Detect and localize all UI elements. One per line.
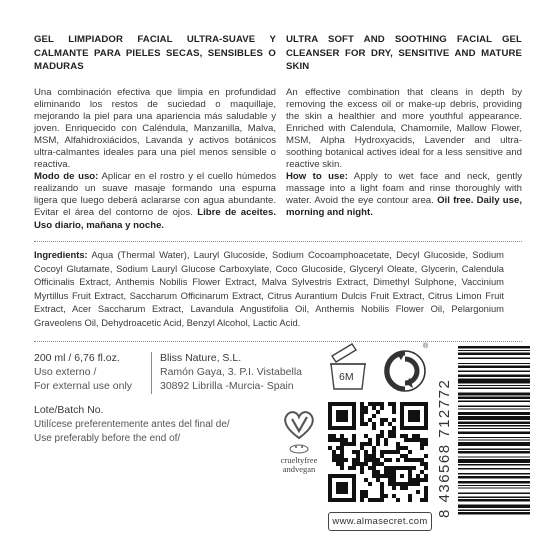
ingredients-label: Ingredients: (34, 249, 88, 260)
recycle-icon (383, 345, 431, 393)
best-before-spanish: Utilícese preferentemente antes del final de/ (34, 419, 230, 430)
english-usage-label: How to use: (286, 171, 348, 183)
cruelty-free-text-2: andvegan (282, 464, 316, 474)
company-address-1: Ramón Gaya, 3. P.I. Vistabella (160, 366, 303, 378)
english-column (286, 33, 522, 220)
cruelty-free-logo (277, 404, 321, 494)
registered-mark: ® (423, 343, 429, 350)
use-english: For external use only (34, 380, 133, 392)
spanish-usage (34, 171, 276, 231)
website-label: www.almasecret.com (328, 512, 432, 531)
spanish-column (34, 33, 276, 232)
spanish-title: GEL LIMPIADOR FACIAL ULTRA-SUAVE Y CALMANTE PARA PIELES SECAS, SENSIBLES O MADURAS (34, 34, 276, 72)
cruelty-free-text-1: crueltyfree (280, 455, 318, 465)
pao-jar-icon (326, 342, 370, 392)
english-claims: Oil free. Daily use, morning and night. (286, 195, 522, 219)
spanish-usage-label: Modo de uso: (34, 171, 99, 183)
batch-label: Lote/Batch No. (34, 404, 104, 416)
company-address-2: 30892 Librilla -Murcia- Spain (160, 380, 294, 392)
pao-label: 6M (339, 371, 354, 383)
best-before-english: Use preferably before the end of/ (34, 433, 181, 444)
barcode (458, 346, 530, 516)
ingredients-text: Aqua (Thermal Water), Lauryl Glucoside, Sodium Cocoamphoacetate, Decyl Glucoside, Sodium Cocoyl Glutamate, Sodium Lauryl Glucose Carboxylate, Coco Glucoside, Glyceryl Oleate, Glycerin, Calendula Officinalis Extract, Anthemis Nobilis Flower Extract, Malva Sylvestris Extract, Dimethyl Sulphone, Vaccinium Myrtillus Fruit Extract, Saccharum Officinarum Extract, Citrus Aurantium Dulcis Fruit Extract, Citrus Limon Fruit Extract, Acer Saccharum Extract, Lavandula Angustifolia Oil, Anthemis Nobilis Flower Oil, Pelargonium Graveolens Oil, Dehydroacetic Acid, Benzyl Alcohol, Lactic Acid. (34, 249, 504, 328)
qr-code (328, 402, 428, 502)
use-spanish: Uso externo / (34, 366, 97, 378)
volume-text: 200 ml / 6,76 fl.oz. (34, 352, 120, 364)
separator-line (151, 352, 152, 394)
ingredients-block (34, 248, 504, 329)
english-usage (286, 171, 522, 219)
barcode-number: 8 436568 712772 (436, 378, 453, 518)
divider-bottom (34, 341, 522, 343)
divider-top (34, 241, 522, 243)
spanish-claims: Libre de aceites. Uso diario, mañana y noche. (34, 207, 276, 231)
english-title: ULTRA SOFT AND SOOTHING FACIAL GEL CLEANSER FOR DRY, SENSITIVE AND MATURE SKIN (286, 34, 522, 72)
english-description: An effective combination that cleans in depth by removing the excess oil or make-up debris, providing the skin a healthier and more youthful appearance. Enriched with Calendula, Chamomile, Mallow Flower, MSM, Alpha Hydroxyacids, Lavender and ultra-soothing botanical actives ideal for a less sensitive and reactive skin. (286, 86, 522, 171)
english-usage-text: Apply to wet face and neck, gently massage into a light foam and rinse thoroughly with water. Avoid the eye contour area. (286, 171, 522, 207)
company-name: Bliss Nature, S.L. (160, 352, 242, 364)
spanish-usage-text: Aplicar en el rostro y el cuello húmedos realizando un suave masaje formando una espuma ligera que luego deberá aclararse con agua abundante. Evitar el área del contorno de ojos. (34, 171, 277, 219)
spanish-description: Una combinación efectiva que limpia en profundidad eliminando los restos de suciedad o maquillaje, mejorando la piel para una apariencia más saludable y joven. Enriquecido con Caléndula, Manzanilla, Malva, MSM, Alfahidroxiácidos, Lavanda y activos botánicos ultra-calmantes ideales para una piel menos sensible o reactiva. (34, 86, 276, 171)
